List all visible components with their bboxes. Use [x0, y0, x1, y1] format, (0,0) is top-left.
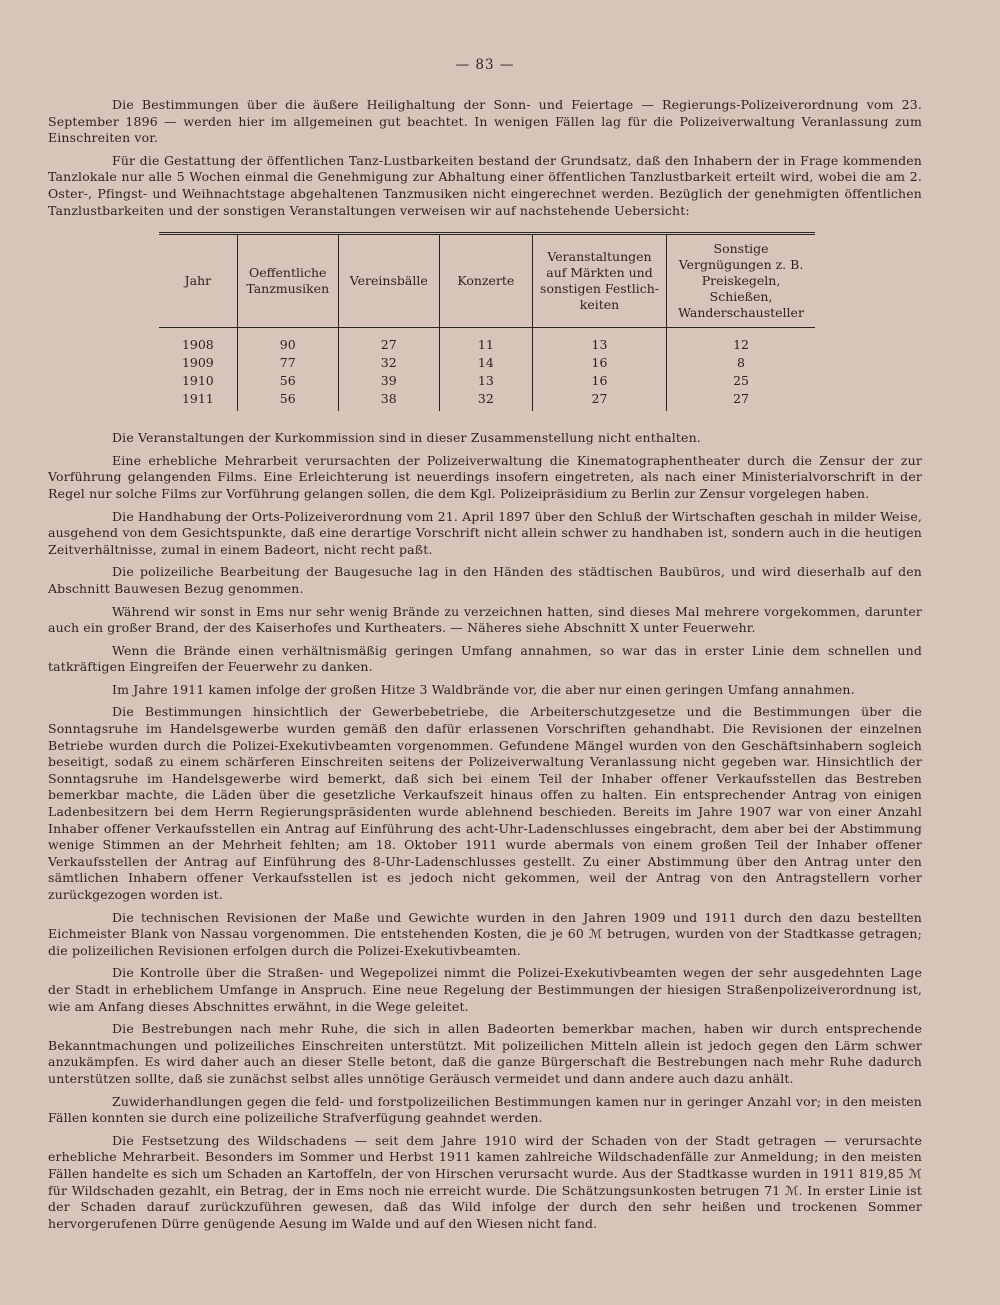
- table-cell: 16: [532, 353, 666, 371]
- table-cell: 39: [338, 371, 439, 389]
- paragraph: Die Veranstaltungen der Kurkommission sind in dieser Zusammenstellung nicht enthalten.: [112, 430, 701, 446]
- paragraph: Im Jahre 1911 kamen infolge der großen Hitze 3 Waldbrände vor, die aber nur einen geringen Umfang annahmen.: [112, 681, 855, 697]
- paragraph: Die Bestimmungen über die äußere Heilighaltung der Sonn- und Feiertage — Regierungs-Polizeiverordnung vom 23. September 1896 — werden hier im allgemeinen gut beachtet. In wenigen Fällen lag für die Polizeiverwaltung Veranlassung zum Einschreiten vor.: [48, 97, 922, 146]
- paragraph: Die Handhabung der Orts-Polizeiverordnung vom 21. April 1897 über den Schluß der Wirtschaften geschah in milder Weise, ausgehend von dem Gesichtspunkte, daß eine derartige Vorschrift nicht allein schwer zu handhaben ist, sondern auch in die heutigen Zeitverhältnisse, zumal in einem Badeort, nicht recht paßt.: [48, 508, 922, 557]
- table-cell: 1911: [181, 391, 214, 407]
- paragraph: Während wir sonst in Ems nur sehr wenig Brände zu verzeichnen hatten, sind dieses Mal mehrere vorgekommen, darunter auch ein großer Brand, der des Kaiserhofes und Kurtheaters. — Näheres siehe Abschnitt X unter Feuerwehr.: [48, 603, 922, 636]
- paragraph: Zuwiderhandlungen gegen die feld- und forstpolizeilichen Bestimmungen kamen nur in geringer Anzahl vor; in den meisten Fällen konnten sie durch eine polizeiliche Strafverfügung geahndet werden.: [48, 1093, 922, 1126]
- table-cell: 32: [439, 389, 532, 411]
- paragraph: Die Bestrebungen nach mehr Ruhe, die sich in allen Badeorten bemerkbar machen, haben wir durch entsprechende Bekanntmachungen und polizeiliches Einschreiten unterstützt. Mit polizeilichen Mitteln allein ist jedoch gegen den Lärm schwer anzukämpfen. Es wird daher auch an dieser Stelle betont, daß die ganze Bürgerschaft die Bestrebungen nach mehr Ruhe dadurch unterstützen sollte, daß sie zunächst selbst alles unnötige Geräusch vermeidet und dann andere auch dazu anhält.: [48, 1021, 922, 1086]
- header-concerts: Konzerte: [439, 234, 532, 328]
- table-row: [159, 371, 815, 389]
- table-cell: 8: [667, 353, 815, 371]
- table-row: [159, 353, 815, 371]
- table-cell: 27: [338, 328, 439, 354]
- table-cell: 32: [338, 353, 439, 371]
- paragraph: Die technischen Revisionen der Maße und Gewichte wurden in den Jahren 1909 und 1911 durch den dazu bestellten Eichmeister Blank von Nassau vorgenommen. Die entstehenden Kosten, die je 60 ℳ betrugen, wurden von der Stadtkasse getragen; die polizeilichen Revisionen erfolgen durch die Polizei-Exekutivbeamten.: [48, 909, 922, 958]
- statistics-table-wrapper: [159, 232, 815, 411]
- table-cell: 38: [338, 389, 439, 411]
- header-public-dances: Oeffentliche Tanzmusiken: [237, 234, 338, 328]
- paragraph: Die polizeiliche Bearbeitung der Baugesuche lag in den Händen des städtischen Baubüros, und wird dieserhalb auf den Abschnitt Bauwesen Bezug genommen.: [48, 564, 922, 596]
- table-cell: 27: [532, 389, 666, 411]
- table-cell: 1910: [181, 373, 214, 389]
- table-cell: 25: [667, 371, 815, 389]
- table-cell: 13: [439, 371, 532, 389]
- table-cell: 13: [532, 328, 666, 354]
- paragraph: Für die Gestattung der öffentlichen Tanz-Lustbarkeiten bestand der Grundsatz, daß den Inhabern der in Frage kommenden Tanzlokale nur alle 5 Wochen einmal die Genehmigung zur Abhaltung einer öffentlichen Tanzlustbarkeit erteilt wird, wobei die am 2. Oster-, Pfingst- und Weihnachtstage abgehaltenen Tanzmusiken nicht eingerechnet werden. Bezüglich der genehmigten öffentlichen Tanzlustbarkeiten und der sonstigen Veranstaltungen verweisen wir auf nachstehende Uebersicht:: [48, 152, 922, 218]
- paragraph: Die Kontrolle über die Straßen- und Wegepolizei nimmt die Polizei-Exekutivbeamten wegen der sehr ausgedehnten Lage der Stadt in erheblichem Umfange in Anspruch. Eine neue Regelung der Bestimmungen der hiesigen Straßenpolizeiverordnung ist, wie am Anfang dieses Abschnittes erwähnt, in die Wege geleitet.: [48, 965, 922, 1014]
- table-row: [159, 328, 815, 354]
- paragraph: Die Festsetzung des Wildschadens — seit dem Jahre 1910 wird der Schaden von der Stadt getragen — verursachte erhebliche Mehrarbeit. Besonders im Sommer und Herbst 1911 kamen zahlreiche Wildschadenfälle zur Anmeldung; in den meisten Fällen handelte es sich um Schaden an Kartoffeln, der von Hirschen verursacht wurde. Aus der Stadtkasse wurden in 1911 819,85 ℳ für Wildschaden gezahlt, ein Betrag, der in Ems noch nie erreicht wurde. Die Schätzungsunkosten betrugen 71 ℳ. In erster Linie ist der Schaden darauf zurückzuführen gewesen, daß das Wild infolge der durch den sehr heißen und trockenen Sommer hervorgerufenen Dürre genügende Aesung im Walde und auf den Wiesen nicht fand.: [48, 1132, 922, 1231]
- header-year: Jahr: [159, 234, 237, 328]
- paragraph: Wenn die Brände einen verhältnismäßig geringen Umfang annahmen, so war das in erster Linie dem schnellen und tatkräftigen Eingreifen der Feuerwehr zu danken.: [48, 642, 922, 675]
- header-club-balls: Vereinsbälle: [338, 234, 439, 328]
- table-cell: 56: [237, 371, 338, 389]
- table-cell: 1908: [181, 337, 214, 353]
- paragraph: Die Bestimmungen hinsichtlich der Gewerbebetriebe, die Arbeiterschutzgesetze und die Bestimmungen über die Sonntagsruhe im Handelsgewerbe wurden gemäß den dafür erlassenen Vorschriften gehandhabt. Die Revisionen der einzelnen Betriebe wurden durch die Polizei-Exekutivbeamten vorgenommen. Gefundene Mängel wurden von den Geschäftsinhabern sogleich beseitigt, sodaß zu einem schärferen Einschreiten seitens der Polizeiverwaltung Veranlassung nicht gegeben war. Hinsichtlich der Sonntagsruhe im Handelsgewerbe wird bemerkt, daß sich bei einem Teil der Inhaber offener Verkaufsstellen das Bestreben bemerkbar machte, die Läden über die gesetzliche Verkaufszeit hinaus offen zu halten. Ein entsprechender Antrag von einigen Ladenbesitzern bei dem Herrn Regierungspräsidenten wurde ablehnend beschieden. Bereits im Jahre 1907 war von einer Anzahl Inhaber offener Verkaufsstellen ein Antrag auf Einführung des acht-Uhr-Ladenschlusses eingebracht, dem aber bei der Abstimmung wenige Stimmen an der Mehrheit fehlten; am 18. Oktober 1911 wurde abermals von einem großen Teil der Inhaber offener Verkaufsstellen der Antrag auf Einführung des 8-Uhr-Ladenschlusses gestellt. Zu einer Abstimmung über den Antrag unter den sämtlichen Inhabern offener Verkaufsstellen ist es jedoch nicht gekommen, weil der Antrag von den Antragstellern vorher zurückgezogen worden ist.: [48, 704, 922, 902]
- page-number: — 83 —: [455, 57, 515, 73]
- table-cell: 16: [532, 371, 666, 389]
- table-cell: 12: [667, 328, 815, 354]
- table-cell: 11: [439, 328, 532, 354]
- table-cell: 1909: [181, 355, 214, 371]
- table-cell: 77: [237, 353, 338, 371]
- table-cell: 14: [439, 353, 532, 371]
- table-cell: 90: [237, 328, 338, 354]
- table-row: [159, 389, 815, 411]
- header-other-amusements: Sonstige Vergnügungen z. B. Preiskegeln, Schießen, Wanderschausteller: [667, 234, 815, 328]
- paragraph: Eine erhebliche Mehrarbeit verursachten der Polizeiverwaltung die Kinematographentheater durch die Zensur der zur Vorführung gelangenden Films. Eine Erleichterung ist neuerdings insofern eingetreten, als nach einer Ministerialvorschrift in der Regel nur solche Films zur Vorführung gelangen sollen, die dem Kgl. Polizeipräsidium zu Berlin zur Zensur vorgelegen haben.: [48, 452, 922, 501]
- table-cell: 56: [237, 389, 338, 411]
- header-market-events: Veranstaltungen auf Märkten und sonstigen Festlich-keiten: [532, 234, 666, 328]
- events-statistics-table: [159, 232, 815, 411]
- table-header-row: [159, 234, 815, 328]
- table-cell: 27: [667, 389, 815, 411]
